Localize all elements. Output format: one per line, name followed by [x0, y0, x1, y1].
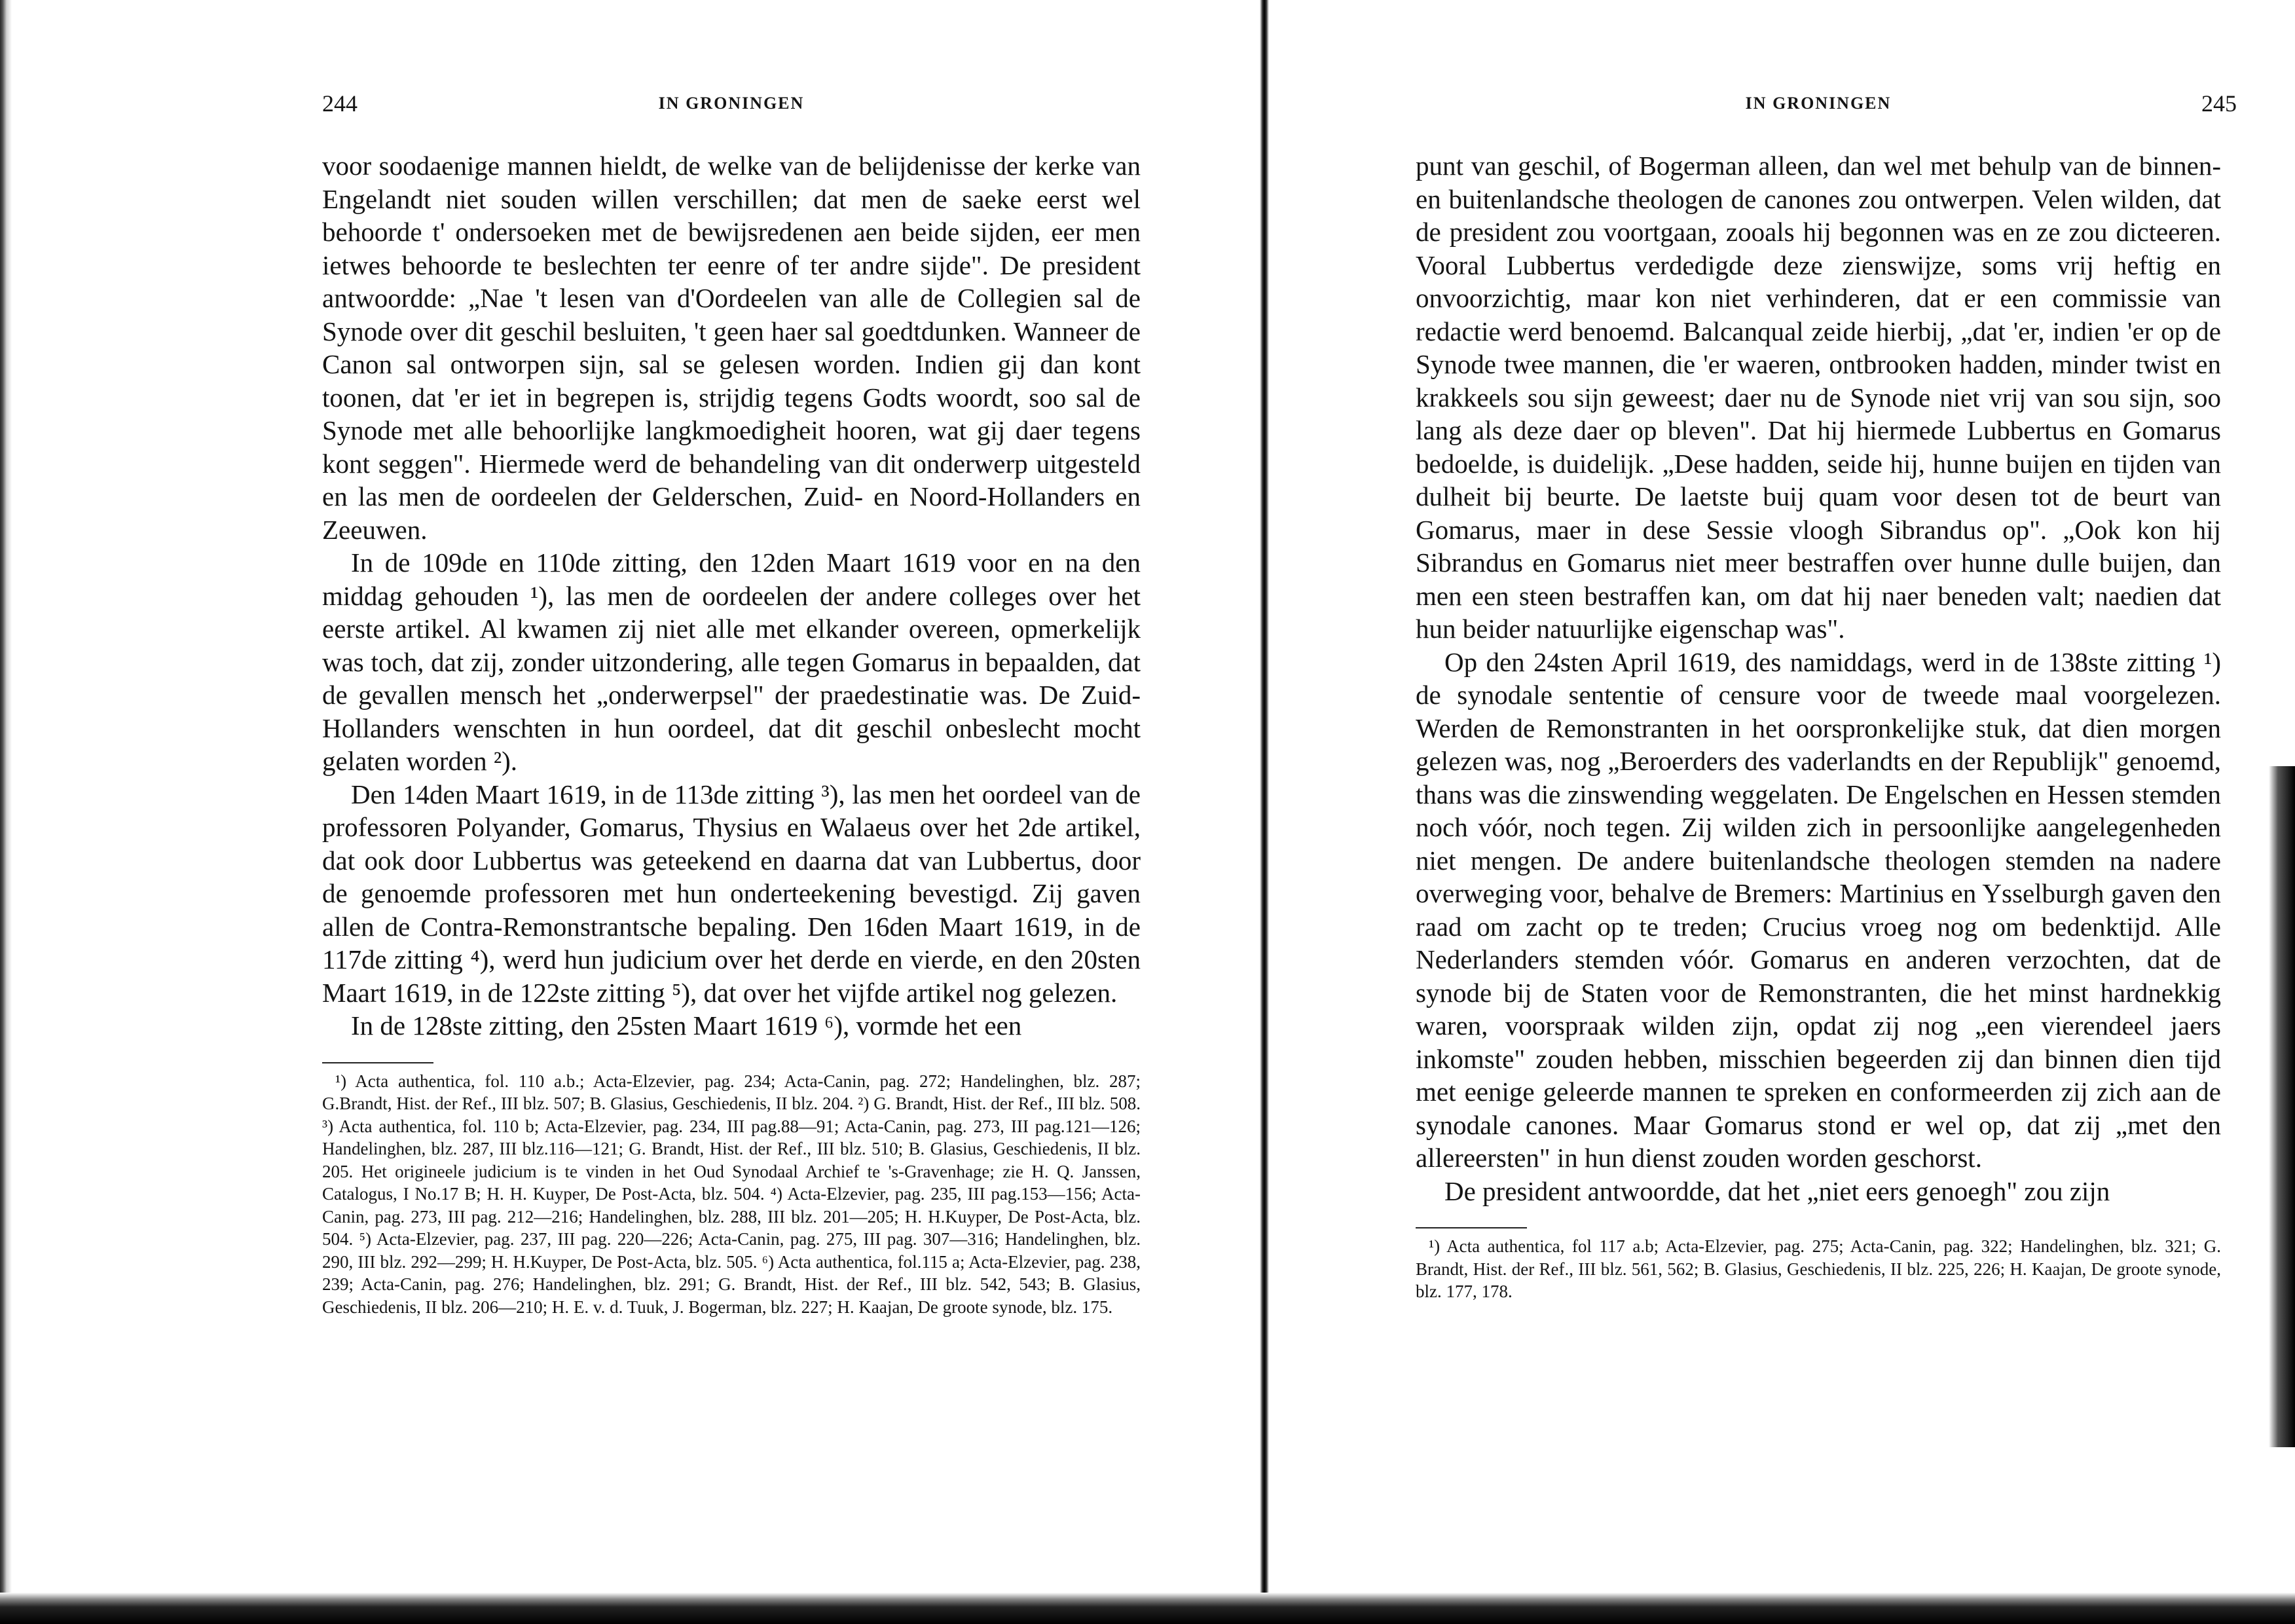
- running-title: IN GRONINGEN: [1745, 94, 1892, 113]
- running-title: IN GRONINGEN: [658, 94, 805, 113]
- book-gutter: [1260, 0, 1269, 1624]
- paragraph: punt van geschil, of Bogerman alleen, dan wel met behulp van de binnen- en buitenlandsche theologen de canones zou ontwerpen. Velen wilden, dat de president zou voortgaan, zooals hij begonnen was en ze zou dicteeren. Vooral Lubbertus verdedigde deze zienswijze, soms vrij heftig en onvoorzichtig, maar kon niet verhinderen, dat er een commissie van redactie werd benoemd. Balcanqual zeide hierbij, „dat 'er, indien 'er op de Synode twee mannen, die 'er waeren, ontbrooken hadden, minder twist en krakkeels sou sijn geweest; daer nu de Synode niet vrij van sou sijn, soo lang als deze daer op bleven". Dat hij hiermede Lubbertus en Gomarus bedoelde, is duidelijk. „Dese hadden, seide hij, hunne buijen en tijden van dulheit bij beurte. De laetste buij quam voor desen tot de beurt van Gomarus, maer in dese Sessie vloogh Sibrandus op". „Ook kon hij Sibrandus en Gomarus niet meer bestraffen over hunne dulle buijen, dan men een steen bestraffen kan, om dat hij naer beneden valt; naedien dat hun beider natuurlijke eigenschap was".: [1416, 151, 2221, 644]
- footnote-rule: [1416, 1227, 1527, 1228]
- paragraph: Den 14den Maart 1619, in de 113de zitting ³), las men het oordeel van de professoren Polyander, Gomarus, Thysius en Walaeus over het 2de artikel, dat ook door Lubbertus was geteekend en daarna dat van Lubbertus, door de genoemde professoren met hun onderteekening bevestigd. Zij gaven allen de Contra-Remonstrantsche bepaling. Den 16den Maart 1619, in de 117de zitting ⁴), werd hun judicium over het derde en vierde, en den 20sten Maart 1619, in de 122ste zitting ⁵), dat over het vijfde artikel nog gelezen.: [322, 779, 1141, 1008]
- paragraph: In de 109de en 110de zitting, den 12den Maart 1619 voor en na den middag gehouden ¹), las men de oordeelen der andere colleges over het eerste artikel. Al kwamen zij niet alle met elkander overeen, opmerkelijk was toch, dat zij, zonder uitzondering, alle tegen Gomarus in bepaalden, dat de gevallen mensch het „onderwerpsel" der praedestinatie was. De Zuid-Hollanders wenschten in hun oordeel, dat dit geschil onbeslecht mocht gelaten worden ²).: [322, 547, 1141, 776]
- footnote-text: ¹) Acta authentica, fol. 110 a.b.; Acta-Elzevier, pag. 234; Acta-Canin, pag. 272; Handelinghen, blz. 287; G.Brandt, Hist. der Ref., III blz. 507; B. Glasius, Geschiedenis, II blz. 204. ²) G. Brandt, Hist. der Ref., III blz. 508. ³) Acta authentica, fol. 110 b; Acta-Elzevier, pag. 234, III pag.88—91; Acta-Canin, pag. 273, III pag.121—126; Handelinghen, blz. 287, III blz.116—121; G. Brandt, Hist. der Ref., III blz. 510; B. Glasius, Geschiedenis, II blz. 205. Het origineele judicium is te vinden in het Oud Synodaal Archief te 's-Gravenhage; zie H. Q. Janssen, Catalogus, I No.17 B; H. H. Kuyper, De Post-Acta, blz. 504. ⁴) Acta-Elzevier, pag. 235, III pag.153—156; Acta-Canin, pag. 273, III pag. 212—216; Handelinghen, blz. 288, III blz. 201—205; H. H.Kuyper, De Post-Acta, blz. 504. ⁵) Acta-Elzevier, pag. 237, III pag. 220—226; Acta-Canin, pag. 275, III pag. 307—316; Handelinghen, blz. 290, III blz. 292—299; H. H.Kuyper, De Post-Acta, blz. 505. ⁶) Acta authentica, fol.115 a; Acta-Elzevier, pag. 238, 239; Acta-Canin, pag. 276; Handelinghen, blz. 291; G. Brandt, Hist. der Ref., III blz. 542, 543; B. Glasius, Geschiedenis, II blz. 206—210; H. E. v. d. Tuuk, J. Bogerman, blz. 227; H. Kaajan, De groote synode, blz. 175.: [322, 1071, 1141, 1317]
- paragraph: De president antwoordde, dat het „niet eers genoegh" zou zijn: [1444, 1175, 2110, 1206]
- paragraph: Op den 24sten April 1619, des namiddags, werd in de 138ste zitting ¹) de synodale sententie of censure voor de tweede maal voorgelezen. Werden de Remonstranten in het oorspronkelijke stuk, dat dien morgen gelezen was, nog „Beroerders des vaderlandts en der Republijk" genoemd, thans was die zinswending weggelaten. De Engelschen en Hessen stemden noch vóór, noch tegen. Zij wilden zich in persoonlijke aangelegenheden niet mengen. De andere buitenlandsche theologen stemden na nadere overweging voor, behalve de Bremers: Martinius en Ysselburgh gaven den raad om zacht op te treden; Crucius vroeg nog om bedenktijd. Alle Nederlanders stemden vóór. Gomarus en anderen verzochten, dat de synode bij de Staten voor de Remonstranten, die het minst hardnekkig waren, voorspraak wilden zijn, opdat zij nog „een vierendeel jaers inkomste" zouden hebben, misschien begeerden zij dan binnen dien tijd met eenige geleerde mannen te spreken en conformeerden zij zich aan de synodale canones. Maar Gomarus stond er wel op, dat zij „met den allereersten" in hun dienst zouden worden geschorst.: [1416, 646, 2221, 1173]
- page-edge-shadow: [2269, 766, 2295, 1447]
- book-binding-edge: [0, 0, 12, 1624]
- page-number: 245: [2201, 90, 2237, 117]
- scan-bottom-edge: [0, 1593, 2295, 1624]
- page-header: [1416, 84, 2237, 123]
- body-text: [322, 149, 1141, 1043]
- footnotes: [1416, 1235, 2221, 1303]
- paragraph: In de 128ste zitting, den 25sten Maart 1619 ⁶), vormde het een: [351, 1010, 1022, 1041]
- left-page: [322, 84, 1141, 1318]
- paragraph: voor soodaenige mannen hieldt, de welke van de belijdenisse der kerke van Engelandt niet souden willen verschillen; dat men de saeke eerst wel behoorde t' ondersoeken met de bewijsredenen aen beide sijden, eer men ietwes behoorde te beslechten ter eenre of ter andre sijde". De president antwoordde: „Nae 't lesen van d'Oordeelen van alle de Collegien sal de Synode over dit geschil besluiten, 't geen haer sal goedtdunken. Wanneer de Canon sal ontworpen sijn, sal se gelesen worden. Indien gij dan kont toonen, dat 'er iet in begrepen is, strijdig tegens Godts woordt, soo sal de Synode met alle behoorlijke langkmoedigheit hooren, wat gij daer tegens kont seggen". Hiermede werd de behandeling van dit onderwerp uitgesteld en las men de oordeelen der Gelderschen, Zuid- en Noord-Hollanders en Zeeuwen.: [322, 151, 1141, 545]
- footnotes: [322, 1070, 1141, 1319]
- right-page: [1416, 84, 2237, 1303]
- footnote-text: ¹) Acta authentica, fol 117 a.b; Acta-Elzevier, pag. 275; Acta-Canin, pag. 322; Handelinghen, blz. 321; G. Brandt, Hist. der Ref., III blz. 561, 562; B. Glasius, Geschiedenis, II blz. 225, 226; H. Kaajan, De groote synode, blz. 177, 178.: [1416, 1236, 2221, 1301]
- body-text: [1416, 149, 2221, 1208]
- page-header: [322, 84, 1141, 123]
- page-number: 244: [322, 90, 358, 117]
- footnote-rule: [322, 1062, 433, 1063]
